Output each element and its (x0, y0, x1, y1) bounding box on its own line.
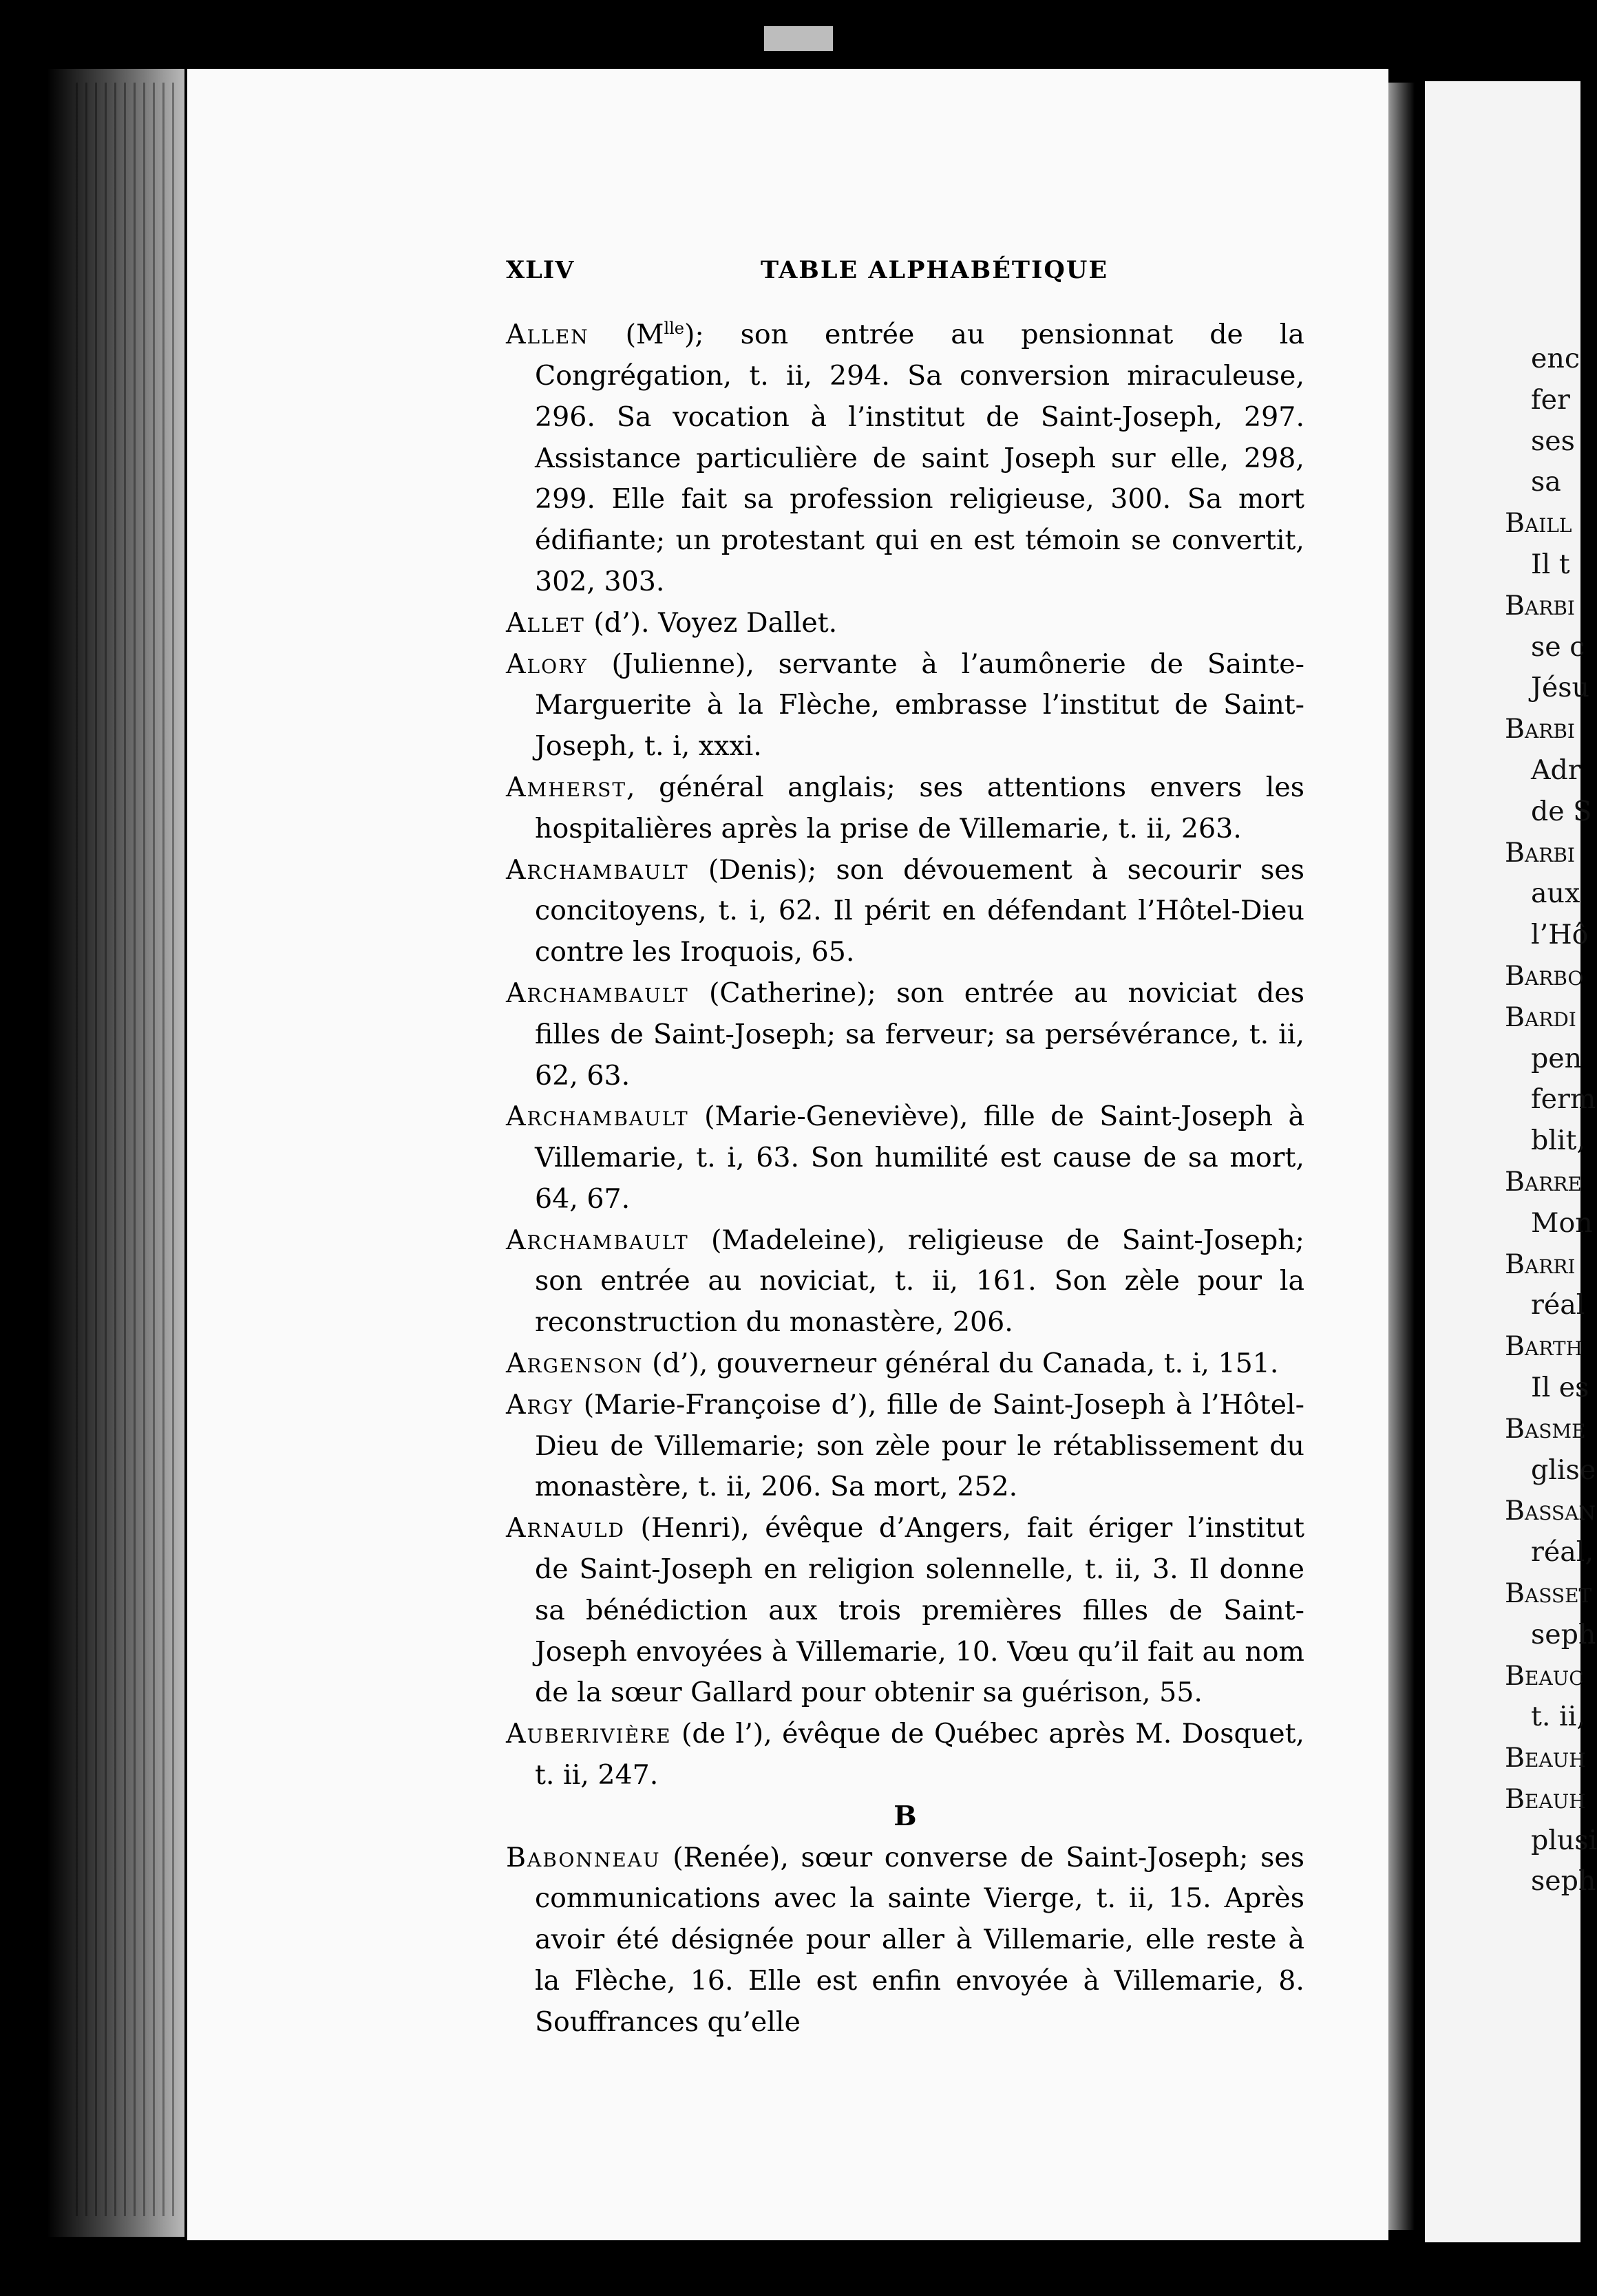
facing-page-fragment: Barbi (1505, 713, 1575, 745)
entry-headword: Auberivière (506, 1718, 672, 1750)
facing-page-fragment: l’Hô (1531, 919, 1589, 951)
facing-page-fragment: Barri (1505, 1248, 1576, 1280)
index-entry (506, 1838, 1304, 2043)
facing-page-fragment: aux (1531, 878, 1580, 910)
entry-text: (Marie-Geneviève), fille de Saint-Joseph à Villemarie, t. i, 63. Son humilité est cause de sa mort, 64, 67. (535, 1101, 1304, 1215)
facing-page-fragment: Barth (1505, 1330, 1583, 1363)
facing-page-fragment: Barre (1505, 1165, 1582, 1198)
entry-title-prefix: (M (589, 319, 664, 351)
facing-page-fragment: Jésu (1531, 672, 1589, 704)
facing-page-fragment: enc (1531, 343, 1580, 374)
facing-page-fragment: Il t (1531, 548, 1570, 580)
entry-headword: Archambault (506, 1224, 689, 1256)
entry-title-superscript: lle (664, 319, 684, 338)
entry-headword: Allen (506, 319, 589, 351)
facing-page-fragment: t. ii, (1531, 1701, 1585, 1733)
facing-page-fragment: Basset (1505, 1577, 1592, 1609)
facing-page-fragment: glise (1531, 1454, 1596, 1486)
facing-page-fragment: seph (1531, 1618, 1596, 1650)
facing-page-fragment: Mon (1531, 1207, 1593, 1239)
facing-page-fragment: pen (1531, 1042, 1583, 1074)
facing-page-fragment: Beauc (1505, 1659, 1584, 1692)
facing-page-fragment: Barbi (1505, 836, 1575, 869)
entry-headword: Arnauld (506, 1512, 625, 1544)
facing-page-fragment: Beauh (1505, 1742, 1586, 1774)
facing-page-fragment: plusi (1531, 1824, 1597, 1856)
facing-page-fragment: ferm (1531, 1083, 1596, 1116)
index-entry (506, 850, 1304, 973)
facing-page-fragment: Barbo (1505, 959, 1584, 992)
entry-headword: Babonneau (506, 1841, 661, 1873)
running-head (506, 256, 1304, 290)
facing-page-fragment: réal, (1531, 1536, 1594, 1569)
index-entry (506, 1385, 1304, 1508)
facing-page-fragment: réal (1531, 1289, 1585, 1321)
entry-headword: Allet (506, 606, 585, 639)
entry-text: (Catherine); son entrée au noviciat des filles de Saint-Joseph; sa ferveur; sa persévérance, t. ii, 62, 63. (535, 977, 1304, 1092)
index-entry (506, 603, 1304, 644)
entry-text: (de l’), évêque de Québec après M. Dosquet, t. ii, 247. (535, 1718, 1304, 1792)
entry-text: (Madeleine), religieuse de Saint-Joseph; son entrée au noviciat, t. ii, 161. Son zèle pour la reconstruction du monastère, 206. (535, 1224, 1304, 1339)
facing-page-fragment: Bassan (1505, 1495, 1596, 1527)
entry-text: (Denis); son dévouement à secourir ses concitoyens, t. i, 62. Il périt en défendant l’Hôtel-Dieu contre les Iroquois, 65. (535, 853, 1304, 968)
entry-text: (Henri), évêque d’Angers, fait ériger l’institut de Saint-Joseph en religion solennelle, t. ii, 3. Il donne sa bénédiction aux trois premières filles de Saint-Joseph envoyées à Villemarie, 10. Vœu qu’il fait au nom de la sœur Gallard pour obtenir sa guérison, 55. (535, 1512, 1304, 1709)
facing-page-fragment: de S (1531, 795, 1592, 827)
entry-headword: Argenson (506, 1348, 644, 1380)
facing-page-fragment: Beauh (1505, 1783, 1586, 1815)
index-entry (506, 1343, 1304, 1385)
page-number: XLIV (506, 256, 575, 284)
facing-page-fragment: se c (1531, 630, 1585, 663)
facing-page-fragment: sa (1531, 466, 1561, 498)
index-entry (506, 767, 1304, 850)
index-entry (506, 973, 1304, 1096)
facing-page-fragment: Il es (1531, 1371, 1589, 1403)
entry-text: (d’), gouverneur général du Canada, t. i, 151. (643, 1348, 1279, 1380)
entry-text: , général anglais; ses attentions envers les hospitalières après la prise de Villemarie, t. ii, 263. (535, 771, 1304, 844)
facing-page-text (1505, 339, 1597, 1902)
facing-page-fragment: seph (1531, 1865, 1596, 1898)
index-entry (506, 1508, 1304, 1714)
section-letter: B (893, 1800, 917, 1832)
entry-headword: Archambault (506, 853, 689, 886)
index-entry (506, 644, 1304, 767)
spine-texture (76, 83, 179, 2216)
facing-page-fragment: Bardi (1505, 1001, 1576, 1033)
facing-page-fragment: ses (1531, 425, 1575, 457)
index-entry (506, 1714, 1304, 1796)
entry-headword: Archambault (506, 1101, 689, 1133)
facing-page-fragment: fer (1531, 383, 1570, 416)
index-entry (506, 1096, 1304, 1220)
page-title: TABLE ALPHABÉTIQUE (761, 256, 1109, 284)
index-entry (506, 308, 1304, 603)
entry-text: ); son entrée au pensionnat de la Congrégation, t. ii, 294. Sa conversion miraculeuse, 296. Sa vocation à l’institut de Saint-Joseph, 297. Assistance particulière de saint Joseph sur elle, 298, 299. Elle fait sa profession religieuse, 300. Sa mort édifiante; un protestant qui en est témoin se convertit, 302, 303. (535, 319, 1304, 597)
entry-text: (Renée), sœur converse de Saint-Joseph; ses communications avec la sainte Vierge, t. ii, 15. Après avoir été désignée pour aller à Villemarie, elle reste à la Flèche, 16. Elle est enfin envoyée à Villemarie, 8. Souffrances qu’elle (535, 1841, 1304, 2038)
entry-text: (Julienne), servante à l’aumônerie de Sainte-Marguerite à la Flèche, embrasse l’institut de Saint-Joseph, t. i, xxxi. (535, 648, 1304, 763)
entry-headword: Argy (506, 1388, 573, 1421)
facing-page-fragment: Adr (1531, 754, 1581, 786)
facing-page-fragment: blit, (1531, 1125, 1585, 1157)
facing-page-fragment: Baill (1505, 507, 1572, 540)
scanner-clip (764, 26, 833, 51)
entry-headword: Alory (506, 648, 588, 680)
facing-page-fragment: Barbi (1505, 589, 1575, 621)
facing-page-fragment: Basme (1505, 1412, 1586, 1445)
index-entry (506, 1220, 1304, 1343)
index-entries (506, 308, 1304, 2043)
entry-text: (Marie-Françoise d’), fille de Saint-Joseph à l’Hôtel-Dieu de Villemarie; son zèle pour le rétablissement du monastère, t. ii, 206. Sa mort, 252. (535, 1388, 1304, 1503)
entry-headword: Archambault (506, 977, 689, 1009)
entry-headword: Amherst (506, 771, 626, 803)
page-edge-shadow (1388, 83, 1415, 2230)
entry-text: (d’). Voyez Dallet. (584, 606, 838, 639)
